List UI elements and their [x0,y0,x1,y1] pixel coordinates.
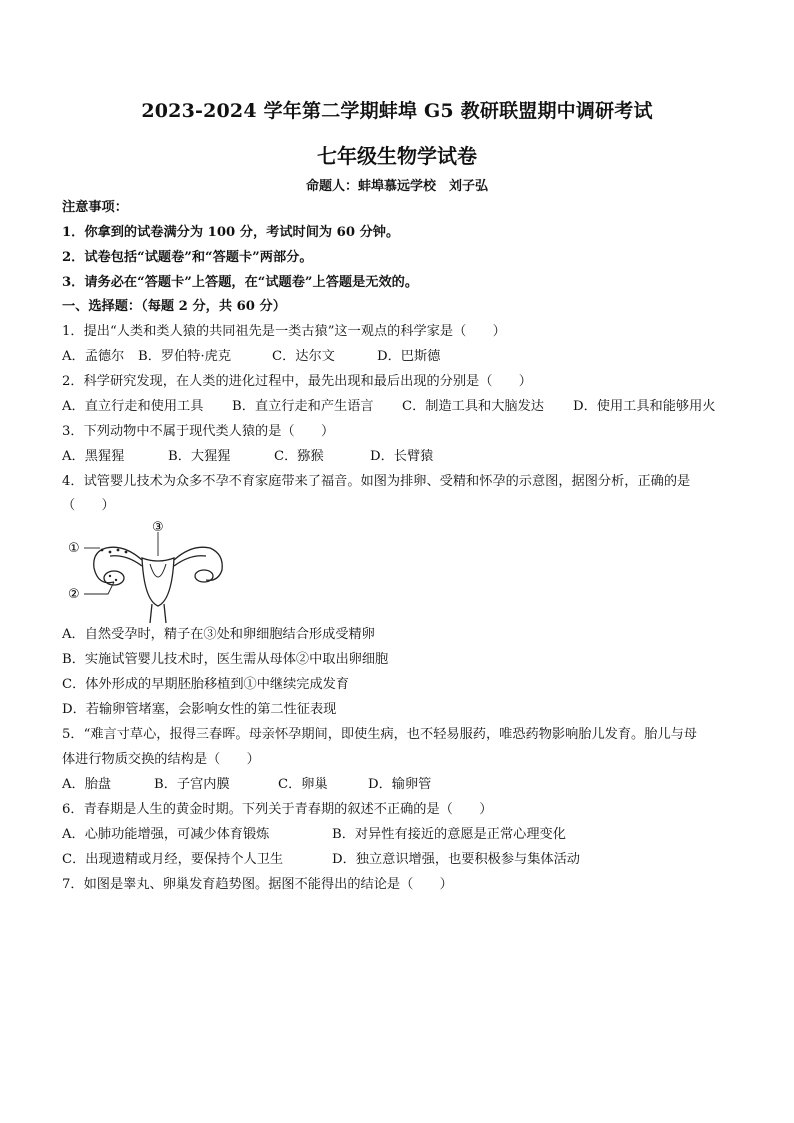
option: B．罗伯特·虎克 [138,349,232,364]
notes-heading: 注意事项： [62,200,128,215]
figure-label-2: ② [68,587,80,602]
option: D．输卵管 [368,777,432,792]
question-stem-cont: 体进行物质交换的结构是（ ） [62,752,260,767]
option: A．直立行走和使用工具 [62,399,204,414]
reproductive-system-figure [64,520,232,625]
figure-label-3: ③ [152,520,164,535]
option: C．猕猴 [274,449,324,464]
option: A．黑猩猩 [62,449,125,464]
option: D．长臂猿 [370,449,434,464]
question-stem: 3．下列动物中不属于现代类人猿的是（ ） [62,424,335,439]
question-options [62,448,433,466]
question-options [62,851,580,869]
option: A．孟德尔 [62,349,125,364]
question-option-line: B．实施试管婴儿技术时，医生需从母体②中取出卵细胞 [62,652,389,667]
option: A．心肺功能增强，可减少体育锻炼 [62,827,270,842]
note-item: 3．请务必在“答题卡”上答题，在“试题卷”上答题是无效的。 [62,275,419,290]
option: D．巴斯德 [377,349,441,364]
figure-label-1: ① [68,541,80,556]
question-option-line: A．自然受孕时，精子在③处和卵细胞结合形成受精卵 [62,627,375,642]
question-stem: 7．如图是睾丸、卵巢发育趋势图。据图不能得出的结论是（ ） [62,877,453,892]
option: B．大猩猩 [168,449,231,464]
note-item: 1．你拿到的试卷满分为 100 分，考试时间为 60 分钟。 [62,225,400,240]
option: C．制造工具和大脑发达 [402,399,544,414]
exam-author: 命题人：蚌埠慕远学校 刘子弘 [305,179,488,194]
question-option-line: C．体外形成的早期胚胎移植到①中继续完成发育 [62,677,350,692]
option: B．子宫内膜 [154,777,230,792]
section-heading: 一、选择题：（每题 2 分，共 60 分） [62,299,286,314]
question-options [62,398,715,416]
question-stem: 1．提出“人类和类人猿的共同祖先是一类古猿”这一观点的科学家是（ ） [62,324,506,339]
note-item: 2．试卷包括“试题卷”和“答题卡”两部分。 [62,250,313,265]
option: A．胎盘 [62,777,112,792]
option: B．直立行走和产生语言 [232,399,374,414]
question-stem: 2．科学研究发现，在人类的进化过程中，最先出现和最后出现的分别是（ ） [62,374,532,389]
option: C．出现遗精或月经，要保持个人卫生 [62,852,284,867]
question-option-line: D．若输卵管堵塞，会影响女性的第二性征表现 [62,702,337,717]
option: C．卵巢 [278,777,328,792]
exam-subtitle: 七年级生物学试卷 [317,144,477,168]
question-stem: 4．试管婴儿技术为众多不孕不育家庭带来了福音。如图为排卵、受精和怀孕的示意图，据图分析，正确的是 [62,474,691,489]
option: D．独立意识增强，也要积极参与集体活动 [332,852,580,867]
option: D．使用工具和能够用火 [573,399,716,414]
question-options [62,348,440,366]
question-stem: 5．“难言寸草心，报得三春晖。母亲怀孕期间，即使生病，也不轻易服药，唯恐药物影响胎儿发育。胎儿与母 [62,727,697,742]
option: C．达尔文 [272,349,335,364]
exam-title: 2023-2024 学年第二学期蚌埠 G5 教研联盟期中调研考试 [141,100,653,122]
question-options [62,776,431,794]
question-stem: 6．青春期是人生的黄金时期。下列关于青春期的叙述不正确的是（ ） [62,802,493,817]
question-options [62,826,566,844]
question-stem-cont: （ ） [62,498,115,513]
option: B．对异性有接近的意愿是正常心理变化 [332,827,566,842]
